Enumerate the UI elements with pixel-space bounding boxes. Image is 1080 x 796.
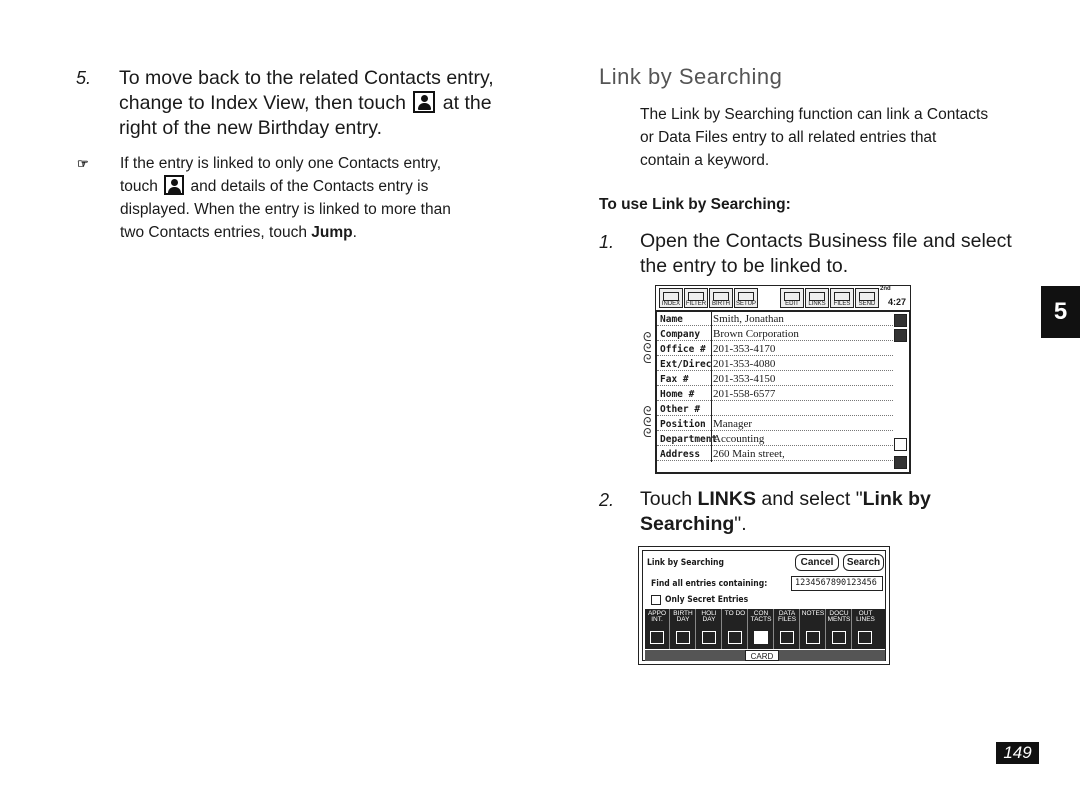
data-files-tile[interactable]: DATA FILES — [775, 609, 800, 649]
intro-line: or Data Files entry to all related entries that — [640, 129, 937, 146]
step2-line — [640, 512, 1060, 537]
field-row[interactable]: Ext/Direc 201-353-4080 — [657, 358, 893, 371]
step5-line: right of the new Birthday entry. — [119, 117, 383, 139]
contact-detail-list — [643, 311, 911, 474]
step-number: 2. — [599, 490, 615, 510]
step5-line — [119, 91, 519, 116]
files-button[interactable]: FILES — [830, 288, 854, 308]
binder-spiral-icon: ᘓ ᘓ ᘓ — [643, 330, 652, 366]
resize-corner-icon[interactable] — [894, 456, 907, 469]
note-line — [120, 221, 520, 244]
dialog-frame — [642, 550, 886, 661]
field-row[interactable]: Other # — [657, 403, 893, 416]
searching-term: Searching — [640, 513, 735, 535]
mode-tile-bar — [645, 609, 885, 649]
note-line: displayed. When the entry is linked to more than — [120, 201, 451, 218]
note-text-part: . — [352, 224, 357, 241]
card-bar — [645, 650, 885, 661]
notes-tile[interactable]: NOTES — [801, 609, 826, 649]
contact-link-icon — [413, 91, 435, 113]
intro-text — [640, 103, 1050, 172]
contacts-tile[interactable]: CON TACTS — [749, 609, 774, 649]
documents-tile[interactable]: DOCU MENTS — [827, 609, 852, 649]
field-row[interactable]: Home # 201-558-6577 — [657, 388, 893, 401]
field-row[interactable]: Fax # 201-353-4150 — [657, 373, 893, 386]
field-row[interactable]: Office # 201-353-4170 — [657, 343, 893, 356]
search-keyword-input[interactable]: 1234567890123456 — [791, 576, 883, 591]
todo-tile[interactable]: TO DO — [723, 609, 748, 649]
filter-button[interactable]: FILTER — [684, 288, 708, 308]
secret-entries-checkbox[interactable] — [651, 595, 661, 605]
step2-text-part: and select " — [761, 488, 863, 510]
index-button[interactable]: INDEX — [659, 288, 683, 308]
step1-text — [640, 229, 1060, 279]
link-by-term: Link by — [862, 488, 931, 510]
setup-button[interactable]: SETUP — [734, 288, 758, 308]
step5-text-part: at the — [442, 92, 492, 114]
link-search-dialog-screenshot — [638, 546, 890, 665]
holiday-tile[interactable]: HOLI DAY — [697, 609, 722, 649]
appointment-tile[interactable]: APPO INT. — [645, 609, 670, 649]
note-text-part: and details of the Contacts entry is — [190, 178, 429, 195]
birth-button[interactable]: BIRTH — [709, 288, 733, 308]
search-button[interactable]: Search — [843, 554, 884, 571]
links-term: LINKS — [697, 488, 756, 510]
note-text-part: two Contacts entries, touch — [120, 224, 307, 241]
links-button[interactable]: LINKS — [805, 288, 829, 308]
step-number: 5. — [76, 68, 92, 88]
find-label: Find all entries containing: — [651, 579, 768, 589]
step2-line — [640, 487, 1060, 512]
field-row[interactable]: Position Manager — [657, 418, 893, 431]
field-row[interactable]: Department Accounting — [657, 433, 893, 446]
step5-line: To move back to the related Contacts entry, — [119, 67, 494, 89]
contacts-screenshot — [643, 285, 913, 474]
note-line: If the entry is linked to only one Contacts entry, — [120, 155, 442, 172]
dialog-title: Link by Searching — [647, 558, 724, 568]
field-row[interactable]: Name Smith, Jonathan — [657, 313, 893, 326]
secret-entries-label: Only Secret Entries — [665, 595, 749, 605]
scroll-down-icon[interactable] — [894, 329, 907, 342]
intro-line: The Link by Searching function can link a Contacts — [640, 106, 989, 123]
chapter-tab: 5 — [1041, 286, 1080, 338]
step-number: 1. — [599, 232, 615, 252]
calendar-icon[interactable] — [894, 438, 907, 451]
note-line — [120, 175, 520, 198]
page-number: 149 — [996, 742, 1039, 764]
note-text — [120, 152, 520, 244]
step2-text-part: ". — [734, 513, 747, 535]
clock: 4:27 — [888, 297, 907, 307]
step2-text — [640, 487, 1060, 537]
birthday-tile[interactable]: BIRTH DAY — [671, 609, 696, 649]
edit-button[interactable]: EDIT — [780, 288, 804, 308]
note-hand-icon: ☞ — [77, 156, 88, 171]
step5-text-part: change to Index View, then touch — [119, 92, 406, 114]
device-toolbar — [655, 285, 911, 311]
step5-text — [119, 66, 519, 141]
step1-line: the entry to be linked to. — [640, 255, 849, 277]
send-button[interactable]: SEND — [855, 288, 879, 308]
jump-term: Jump — [311, 224, 353, 241]
procedure-subheading: To use Link by Searching: — [599, 196, 791, 213]
step1-line: Open the Contacts Business file and select — [640, 230, 1012, 252]
scroll-up-icon[interactable] — [894, 314, 907, 327]
field-row[interactable]: Company Brown Corporation — [657, 328, 893, 341]
second-function-indicator: 2nd — [880, 286, 891, 292]
section-heading: Link by Searching — [599, 64, 783, 89]
note-text-part: touch — [120, 178, 158, 195]
card-label[interactable]: CARD — [745, 650, 779, 661]
field-row[interactable]: Address 260 Main street, — [657, 448, 893, 461]
contact-link-icon — [164, 175, 184, 195]
outlines-tile[interactable]: OUT LINES — [853, 609, 878, 649]
cancel-button[interactable]: Cancel — [795, 554, 839, 571]
intro-line: contain a keyword. — [640, 152, 770, 169]
binder-spiral-icon: ᘓ ᘓ ᘓ — [643, 404, 652, 440]
step2-text-part: Touch — [640, 488, 693, 510]
